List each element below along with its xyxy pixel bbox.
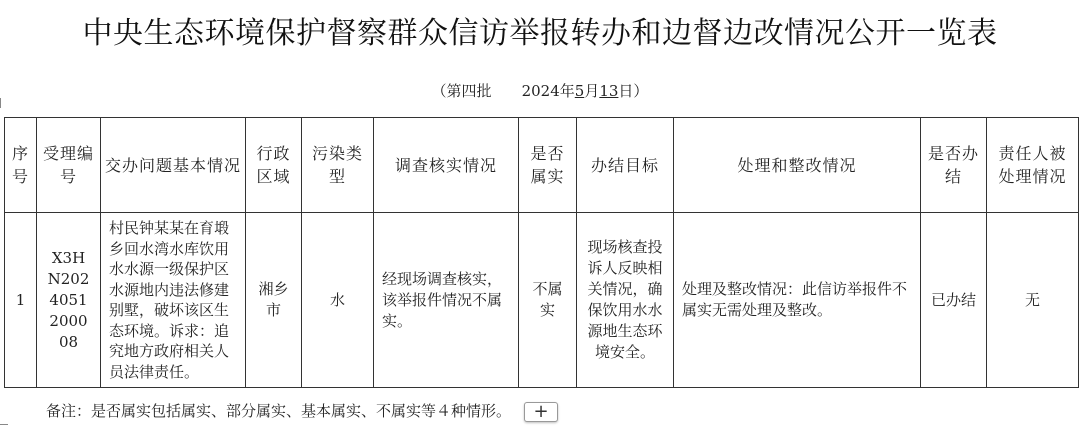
header-investigation: 调查核实情况 bbox=[374, 118, 519, 213]
header-is-true: 是否属实 bbox=[519, 118, 577, 213]
cell-code: X3HN2024051200008 bbox=[37, 213, 101, 388]
table-note: 备注：是否属实包括属实、部分属实、基本属实、不属实等４种情形。 bbox=[46, 402, 512, 420]
batch-month: 5 bbox=[574, 82, 585, 100]
header-handling: 处理和整改情况 bbox=[674, 118, 921, 213]
add-button[interactable]: + bbox=[524, 402, 558, 422]
cell-responsible: 无 bbox=[987, 213, 1079, 388]
cell-issue: 村民钟某某在育塅乡回水湾水库饮用水水源一级保护区水源地内违法修建别墅，破坏该区生态环境。诉求：追究地方政府相关人员法律责任。 bbox=[101, 213, 246, 388]
cell-is-closed: 已办结 bbox=[921, 213, 987, 388]
batch-year: 2024 bbox=[521, 82, 560, 100]
header-issue: 交办问题基本情况 bbox=[101, 118, 246, 213]
batch-year-unit: 年 bbox=[559, 82, 575, 100]
header-pollution-type: 污染类型 bbox=[302, 118, 374, 213]
page-title: 中央生态环境保护督察群众信访举报转办和边督边改情况公开一览表 bbox=[82, 16, 998, 51]
header-is-closed: 是否办结 bbox=[921, 118, 987, 213]
cell-handling: 处理及整改情况：此信访举报件不属实无需处理及整改。 bbox=[674, 213, 921, 388]
cell-index: 1 bbox=[5, 213, 37, 388]
table-header-row bbox=[5, 118, 1079, 213]
cell-pollution-type: 水 bbox=[302, 213, 374, 388]
header-index: 序号 bbox=[5, 118, 37, 213]
cell-goal: 现场核查投诉人反映相关情况，确保饮用水水源地生态环境安全。 bbox=[577, 213, 674, 388]
batch-day: 13 bbox=[599, 82, 619, 100]
margin-marker bbox=[0, 98, 7, 108]
table-row bbox=[5, 213, 1079, 388]
batch-line bbox=[0, 80, 1080, 101]
batch-day-unit: 日） bbox=[618, 82, 649, 100]
report-table bbox=[4, 117, 1079, 388]
cell-investigation: 经现场调查核实，该举报件情况不属实。 bbox=[374, 213, 519, 388]
header-region: 行政区域 bbox=[246, 118, 302, 213]
batch-month-unit: 月 bbox=[584, 82, 600, 100]
header-goal: 办结目标 bbox=[577, 118, 674, 213]
cell-region: 湘乡市 bbox=[246, 213, 302, 388]
header-responsible: 责任人被处理情况 bbox=[987, 118, 1079, 213]
header-code: 受理编号 bbox=[37, 118, 101, 213]
batch-label: （第四批 bbox=[431, 82, 492, 100]
cell-is-true: 不属实 bbox=[519, 213, 577, 388]
